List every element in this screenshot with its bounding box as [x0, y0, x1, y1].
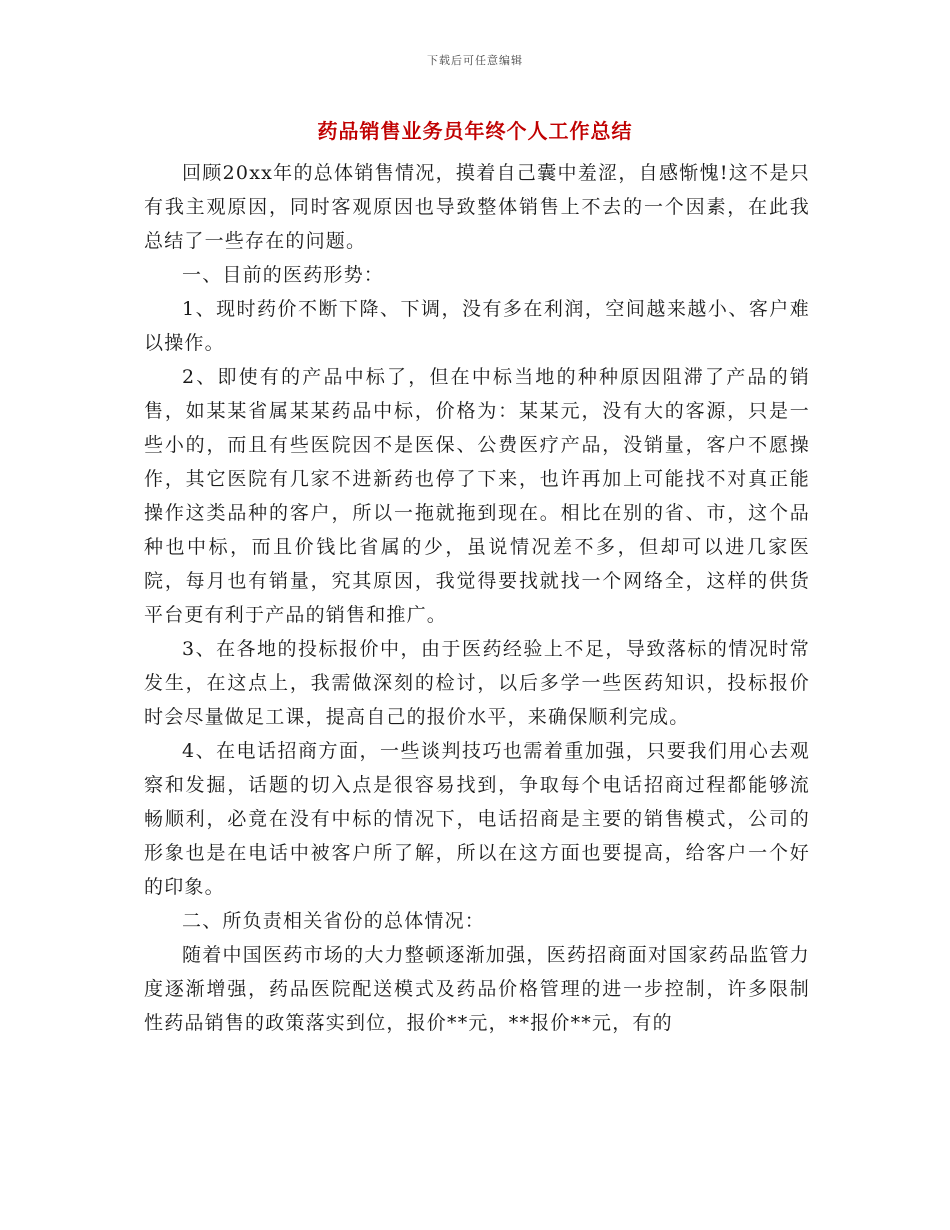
document-title: 药品销售业务员年终个人工作总结: [317, 119, 633, 143]
section-heading-1: 一、目前的医药形势：: [182, 264, 385, 286]
paragraph-intro: 回顾20xx年的总体销售情况，摸着自己囊中羞涩，自感惭愧!这不是只有我主观原因，同时客观原因也导致整体销售上不去的一个因素，在此我总结了一些存在的问题。: [144, 162, 810, 252]
paragraph-item-4: 4、在电话招商方面，一些谈判技巧也需着重加强，只要我们用心去观察和发掘，话题的切入点是很容易找到，争取每个电话招商过程都能够流畅顺利，必竟在没有中标的情况下，电话招商是主要的销售模式，公司的形象也是在电话中被客户所了解，所以在这方面也要提高，给客户一个好的印象。: [144, 740, 810, 898]
paragraph-item-3: 3、在各地的投标报价中，由于医药经验上不足，导致落标的情况时常发生，在这点上，我需做深刻的检讨，以后多学一些医药知识，投标报价时会尽量做足工课，提高自己的报价水平，来确保顺利完成。: [144, 638, 810, 728]
document-body: [144, 156, 810, 1040]
paragraph-item-1: 1、现时药价不断下降、下调，没有多在利润，空间越来越小、客户难以操作。: [144, 298, 810, 354]
section-heading-2: 二、所负责相关省份的总体情况：: [182, 910, 486, 932]
header-note: 下载后可任意编辑: [427, 54, 523, 67]
paragraph-section-2: 随着中国医药市场的大力整顿逐渐加强，医药招商面对国家药品监管力度逐渐增强，药品医院配送模式及药品价格管理的进一步控制，许多限制性药品销售的政策落实到位，报价**元，**报价**元，有的: [144, 944, 810, 1034]
paragraph-item-2: 2、即使有的产品中标了，但在中标当地的种种原因阻滞了产品的销售，如某某省属某某药品中标，价格为：某某元，没有大的客源，只是一些小的，而且有些医院因不是医保、公费医疗产品，没销量，客户不愿操作，其它医院有几家不进新药也停了下来，也许再加上可能找不对真正能操作这类品种的客户，所以一拖就拖到现在。相比在别的省、市，这个品种也中标，而且价钱比省属的少，虽说情况差不多，但却可以进几家医院，每月也有销量，究其原因，我觉得要找就找一个网络全，这样的供货平台更有利于产品的销售和推广。: [144, 366, 810, 626]
